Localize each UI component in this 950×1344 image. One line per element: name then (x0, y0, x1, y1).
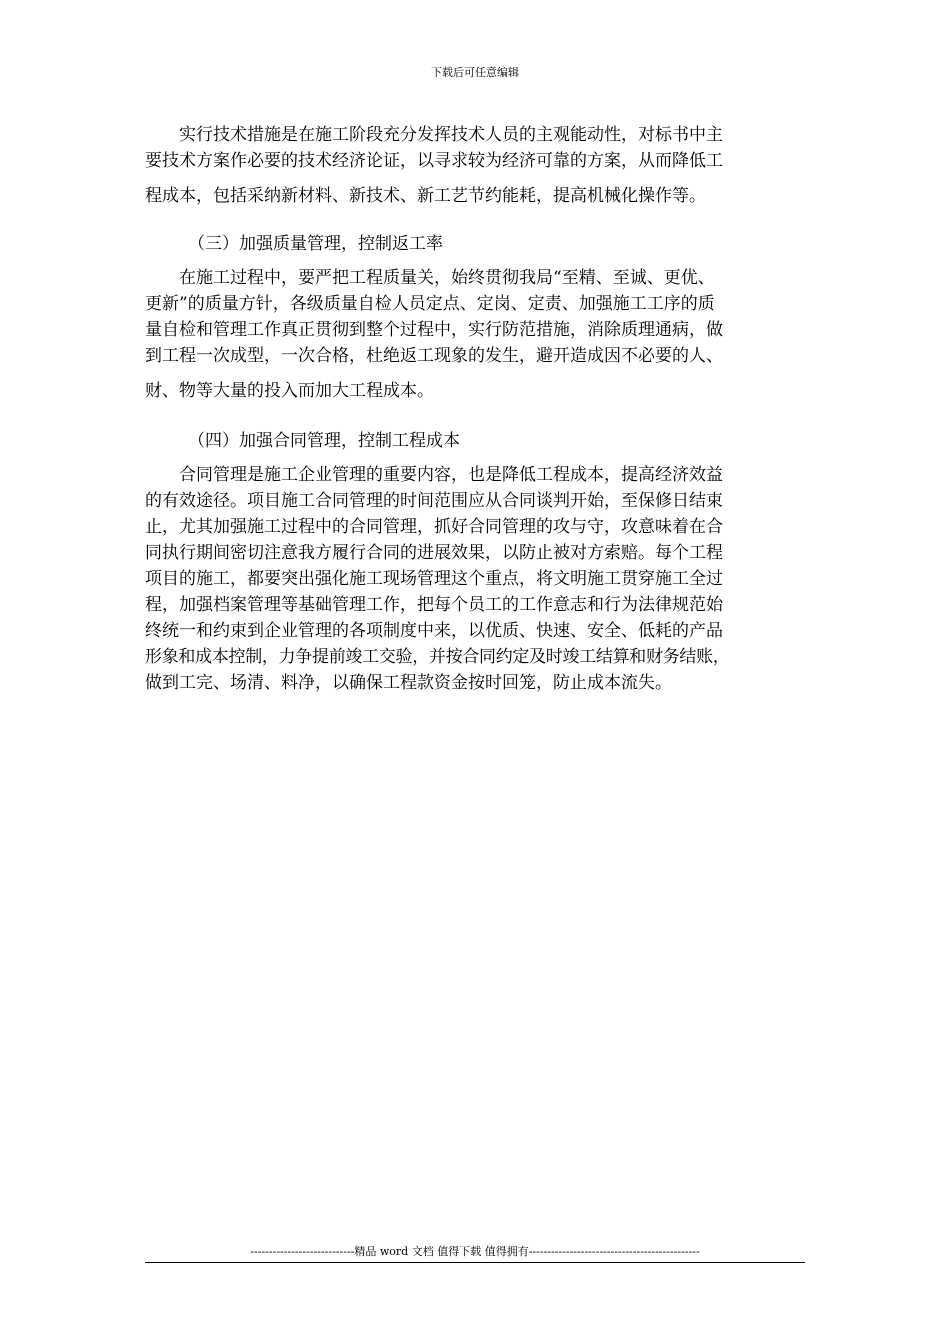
paragraph-line: 止，尤其加强施工过程中的合同管理，抓好合同管理的攻与守，攻意味着在合 (145, 517, 723, 537)
paragraph-line: 在施工过程中，要严把工程质量关，始终贯彻我局“至精、至诚、更优、 (179, 268, 715, 288)
page-header: 下载后可任意编辑 (431, 66, 519, 79)
paragraph-line: 实行技术措施是在施工阶段充分发挥技术人员的主观能动性，对标书中主 (179, 125, 723, 145)
paragraph-line: 财、物等大量的投入而加大工程成本。 (145, 381, 434, 401)
paragraph-line: 形象和成本控制，力争提前竣工交验，并按合同约定及时竣工结算和财务结账， (145, 647, 730, 667)
paragraph-line: 程成本，包括采纳新材料、新技术、新工艺节约能耗，提高机械化操作等。 (145, 186, 706, 206)
paragraph-technical-measures (145, 122, 813, 209)
section-heading-quality: （三）加强质量管理，控制返工率 (188, 234, 443, 254)
paragraph-line: 量自检和管理工作真正贯彻到整个过程中，实行防范措施，消除质理通病，做 (145, 320, 723, 340)
document-body (145, 122, 813, 696)
paragraph-quality-management (145, 265, 813, 404)
paragraph-contract-management (145, 462, 813, 696)
paragraph-line: 同执行期间密切注意我方履行合同的进展效果，以防止被对方索赔。每个工程 (145, 543, 723, 563)
paragraph-line: 项目的施工，都要突出强化施工现场管理这个重点，将文明施工贯穿施工全过 (145, 569, 723, 589)
footer-divider (145, 1262, 805, 1263)
paragraph-line: 要技术方案作必要的技术经济论证，以寻求较为经济可靠的方案，从而降低工 (145, 151, 723, 171)
page-footer: ----------------------------精品 word 文档 值得下载 值得拥有---------------------------------------------- (250, 1245, 700, 1258)
paragraph-line: 更新”的质量方针，各级质量自检人员定点、定岗、定责、加强施工工序的质 (145, 294, 715, 314)
paragraph-line: 程，加强档案管理等基础管理工作，把每个员工的工作意志和行为法律规范始 (145, 595, 723, 615)
paragraph-line: 到工程一次成型，一次合格，杜绝返工现象的发生，避开造成因不必要的人、 (145, 346, 723, 366)
paragraph-line: 做到工完、场清、料净，以确保工程款资金按时回笼，防止成本流失。 (145, 673, 672, 693)
paragraph-line: 合同管理是施工企业管理的重要内容，也是降低工程成本，提高经济效益 (179, 465, 723, 485)
paragraph-line: 终统一和约束到企业管理的各项制度中来，以优质、快速、安全、低耗的产品 (145, 621, 723, 641)
paragraph-line: 的有效途径。项目施工合同管理的时间范围应从合同谈判开始，至保修日结束 (145, 491, 723, 511)
section-heading-contract: （四）加强合同管理，控制工程成本 (188, 431, 460, 451)
